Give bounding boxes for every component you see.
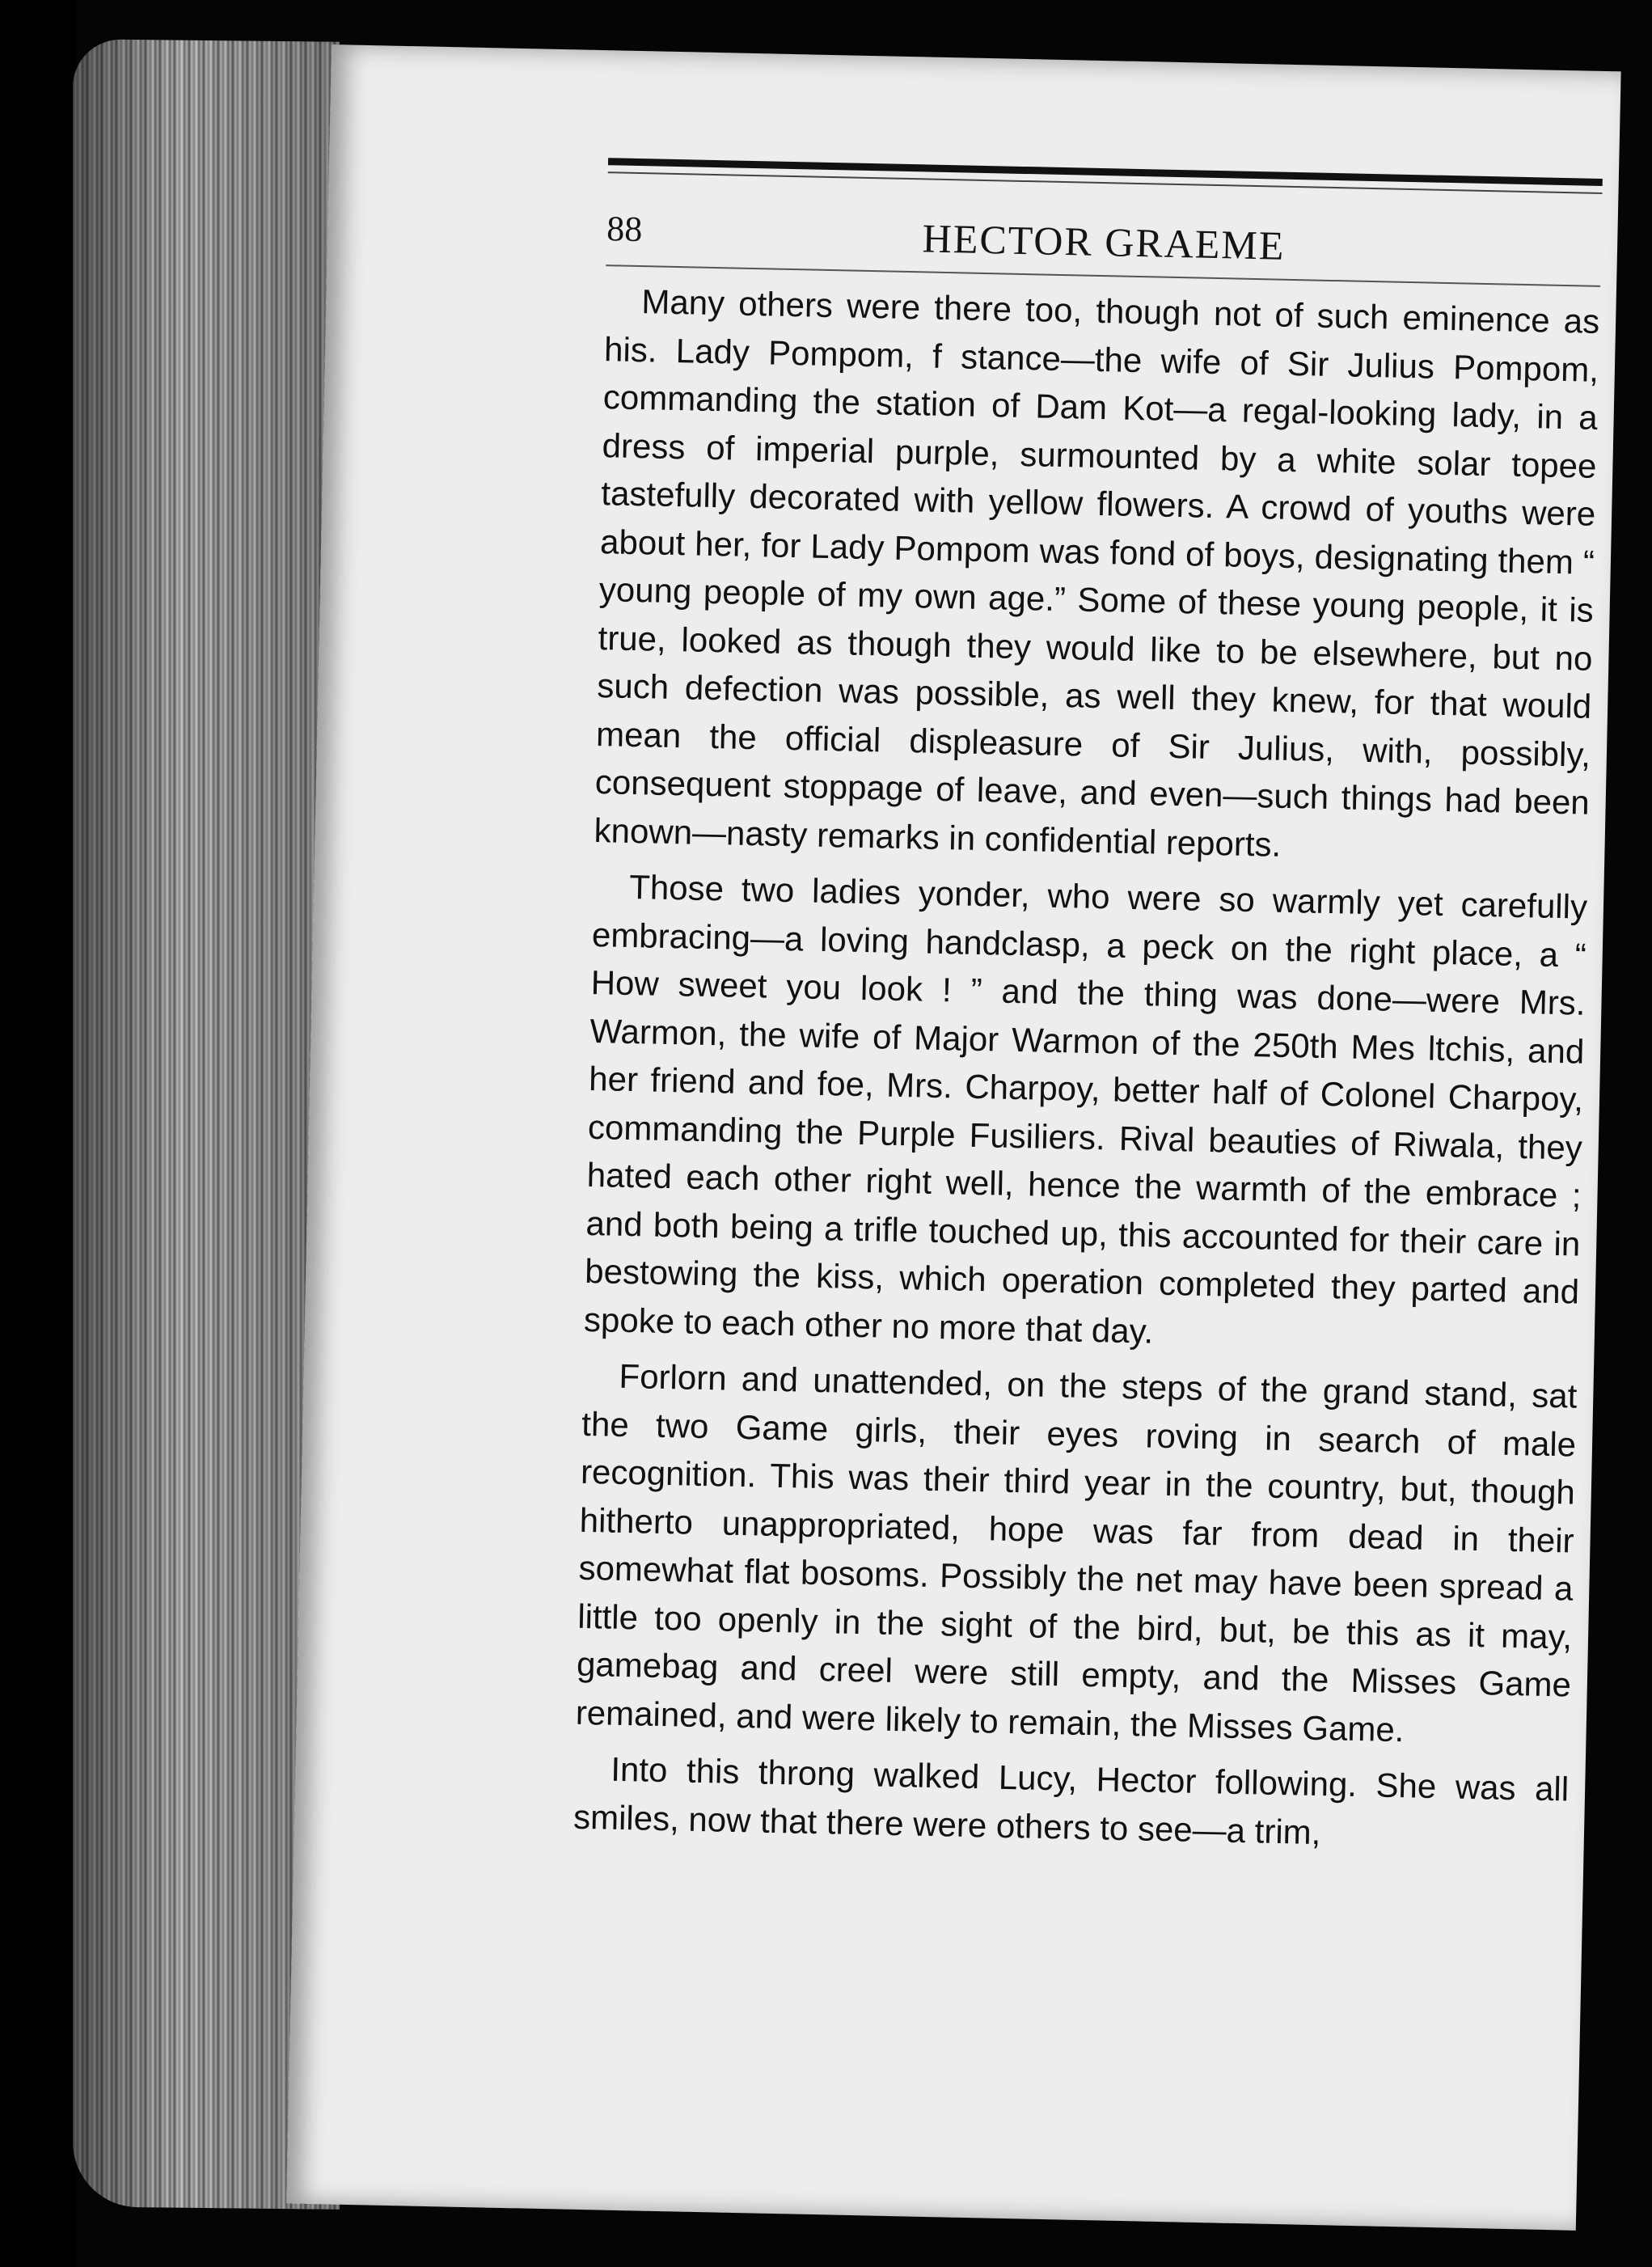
paragraph: Into this throng walked Lucy, Hector following. She was all smiles, now that there were others to see—a trim,	[572, 1749, 1570, 1851]
paragraph: Forlorn and unattended, on the steps of the grand stand, sat the two Game girls, their eyes roving in search of male recognition. This was their third year in the country, but, though hitherto unappropriated, hope was far from dead in their somewhat flat bosoms. Possibly the net may have been spread a little too openly in the sight of the bird, but, be this as it may, gamebag and creel were still empty, and the Misses Game remained, and were likely to remain, the Misses Game.	[575, 1356, 1578, 1749]
book-page	[286, 44, 1621, 2231]
paragraph: Many others were there too, though not of such eminence as his. Lady Pompom, f stance—the wife of Sir Julius Pompom, commanding the station of Dam Kot—a regal-looking lady, in a dress of imperial purple, surmounted by a white solar topee tastefully decorated with yellow flowers. A crowd of youths were about her, for Lady Pompom was fond of boys, designating them “ young people of my own age.” Some of these young people, it is true, looked as though they would like to be elsewhere, but no such defection was possible, as well they knew, for that would mean the official displeasure of Sir Julius, with, possibly, consequent stoppage of leave, and even—such things had been known—nasty remarks in confidential reports.	[594, 282, 1600, 864]
running-title: HECTOR GRAEME	[922, 215, 1286, 269]
body-text	[572, 277, 1599, 1869]
background-shadow	[0, 0, 77, 2267]
page-number: 88	[606, 209, 643, 250]
paragraph: Those two ladies yonder, who were so warmly yet carefully embracing—a loving handclasp, a peck on the right place, a “ How sweet you look ! ” and the thing was done—were Mrs. Warmon, the wife of Major Warmon of the 250th Mes ltchis, and her friend and foe, Mrs. Charpoy, better half of Colonel Charpoy, commanding the Purple Fusiliers. Rival beauties of Riwala, they hated each other right well, hence the warmth of the embrace ; and both being a trifle touched up, this accounted for their care in bestowing the kiss, which operation completed they parted and spoke to each other no more that day.	[583, 867, 1588, 1351]
